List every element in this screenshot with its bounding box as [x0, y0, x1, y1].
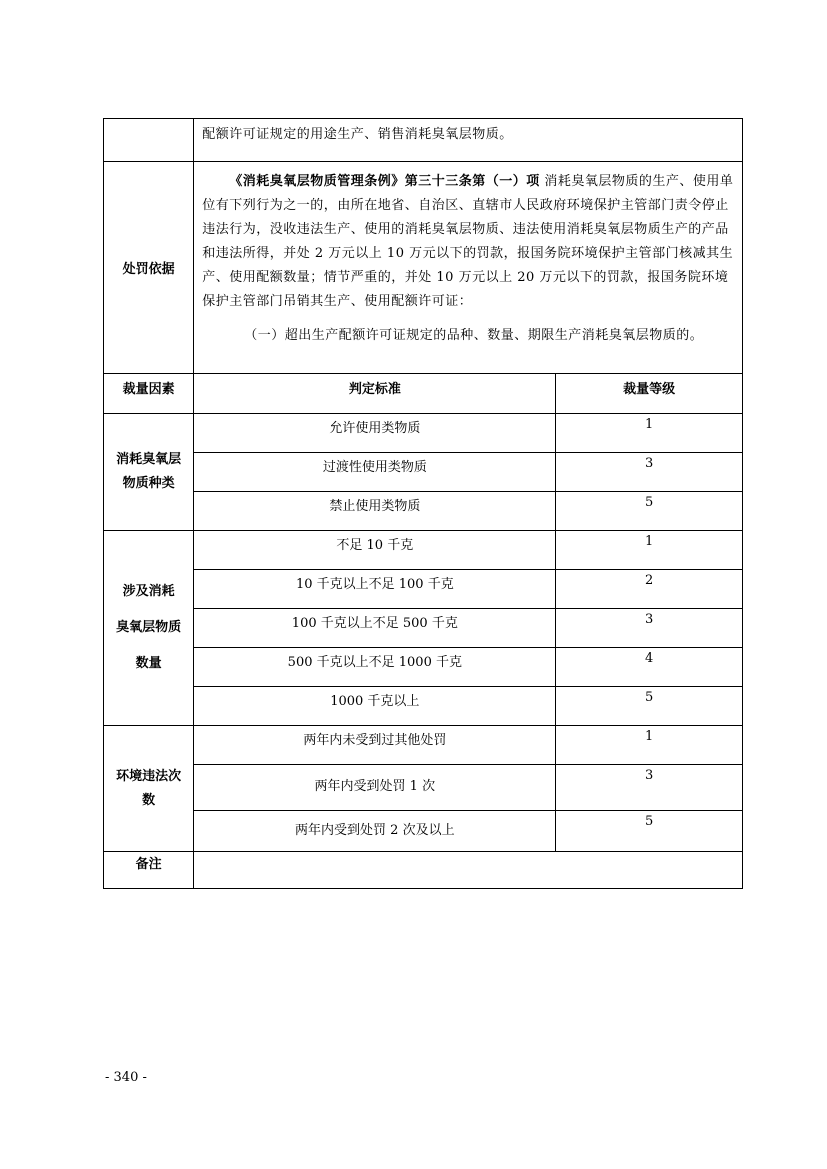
level-cell: 5 [556, 492, 743, 531]
table-row [104, 687, 743, 726]
factor-line: 臭氧层物质 [116, 620, 182, 635]
level-cell: 3 [556, 609, 743, 648]
table-row [104, 648, 743, 687]
level-cell: 5 [556, 687, 743, 726]
table-row [104, 811, 743, 852]
basis-body: 消耗臭氧层物质的生产、使用单位有下列行为之一的，由所在地省、自治区、直辖市人民政府环境保护主管部门责令停止违法行为，没收违法生产、使用的消耗臭氧层物质、违法使用消耗臭氧层物质生产的产品和违法所得，并处 2 万元以上 10 万元以下的罚款，报国务院环境保护主管部门核减其生产、使用配额数量；情节严重的，并处 10 万元以上 20 万元以下的罚款，报国务院环境保护主管部门吊销其生产、使用配额许可证： [202, 174, 734, 309]
factor-label: 消耗臭氧层 物质种类 [116, 452, 182, 491]
law-title: 《消耗臭氧层物质管理条例》第三十三条第（一）项 [229, 174, 540, 189]
table-row [104, 726, 743, 765]
basis-text-cell [194, 162, 743, 374]
header-level: 裁量等级 [556, 374, 743, 414]
basis-label: 处罚依据 [104, 162, 194, 374]
table-row [104, 531, 743, 570]
table-row [104, 414, 743, 453]
criteria-cell: 两年内未受到过其他处罚 [194, 726, 556, 765]
table-row [104, 609, 743, 648]
criteria-cell: 1000 千克以上 [194, 687, 556, 726]
level-cell: 1 [556, 414, 743, 453]
basis-row [104, 162, 743, 374]
table-row [104, 570, 743, 609]
page-number: - 340 - [105, 1070, 147, 1085]
basis-paragraph [202, 170, 734, 314]
factor-violation-count [104, 726, 194, 852]
table-header-row [104, 374, 743, 414]
criteria-cell: 两年内受到处罚 2 次及以上 [194, 811, 556, 852]
level-cell: 1 [556, 531, 743, 570]
criteria-cell: 100 千克以上不足 500 千克 [194, 609, 556, 648]
level-cell: 3 [556, 453, 743, 492]
continued-text: 配额许可证规定的用途生产、销售消耗臭氧层物质。 [194, 119, 743, 162]
level-cell: 2 [556, 570, 743, 609]
criteria-cell: 允许使用类物质 [194, 414, 556, 453]
criteria-cell: 过渡性使用类物质 [194, 453, 556, 492]
level-cell: 4 [556, 648, 743, 687]
criteria-cell: 500 千克以上不足 1000 千克 [194, 648, 556, 687]
factor-substance-type [104, 414, 194, 531]
continued-label-cell [104, 119, 194, 162]
continued-row [104, 119, 743, 162]
criteria-cell: 禁止使用类物质 [194, 492, 556, 531]
level-cell: 5 [556, 811, 743, 852]
table-row [104, 453, 743, 492]
note-row [104, 852, 743, 889]
criteria-cell: 10 千克以上不足 100 千克 [194, 570, 556, 609]
factor-line: 涉及消耗 [122, 584, 175, 599]
criteria-cell: 不足 10 千克 [194, 531, 556, 570]
factor-line: 数量 [135, 656, 162, 671]
table-row [104, 765, 743, 811]
discretion-table [103, 118, 743, 889]
header-criteria: 判定标准 [194, 374, 556, 414]
factor-label: 环境违法次 数 [116, 768, 182, 808]
basis-item: （一）超出生产配额许可证规定的品种、数量、期限生产消耗臭氧层物质的。 [244, 328, 704, 343]
header-factor: 裁量因素 [104, 374, 194, 414]
note-label: 备注 [104, 852, 194, 889]
level-cell: 3 [556, 765, 743, 811]
criteria-cell: 两年内受到处罚 1 次 [194, 765, 556, 811]
factor-quantity [104, 531, 194, 726]
level-cell: 1 [556, 726, 743, 765]
note-value [194, 852, 743, 889]
table-row [104, 492, 743, 531]
